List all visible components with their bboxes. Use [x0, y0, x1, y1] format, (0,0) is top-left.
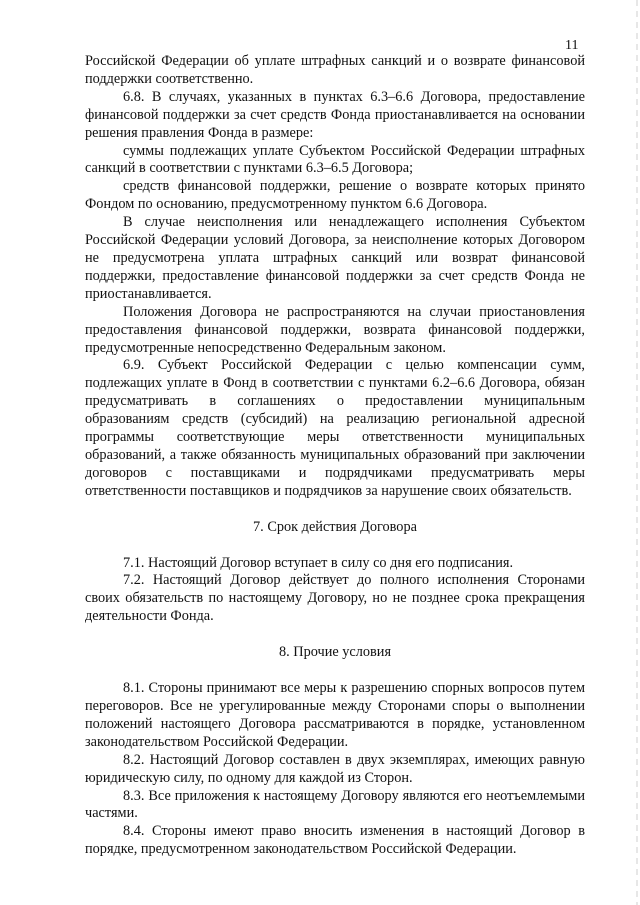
scan-edge: [636, 0, 638, 905]
paragraph-provisions: Положения Договора не распространяются на случаи приостановления предоставления финансовой поддержки, возврата финансовой поддержки, предусмотренные непосредственно Федеральным законом.: [85, 303, 585, 356]
paragraph-continuation: Российской Федерации об уплате штрафных санкций и о возврате финансовой поддержки соответственно.: [85, 53, 585, 87]
paragraph-6-8-item-2: средств финансовой поддержки, решение о возврате которых принято Фондом по основанию, предусмотренному пунктом 6.6 Договора.: [85, 178, 585, 213]
paragraph-6-8-item-1: суммы подлежащих уплате Субъектом Российской Федерации штрафных санкций в соответствии с пунктами 6.3–6.5 Договора;: [85, 142, 585, 177]
paragraph-8-3: 8.3. Все приложения к настоящему Договору являются его неотъемлемыми частями.: [85, 787, 585, 822]
page-number: 11: [565, 38, 579, 53]
section-8-heading: 8. Прочие условия: [278, 644, 392, 661]
paragraph-8-2: 8.2. Настоящий Договор составлен в двух экземплярах, имеющих равную юридическую силу, по одному для каждой из Сторон.: [85, 751, 585, 786]
paragraph-6-8: 6.8. В случаях, указанных в пунктах 6.3–6.6 Договора, предоставление финансовой поддержки за счет средств Фонда приостанавливается на основании решения правления Фонда в размере:: [85, 88, 585, 141]
paragraph-8-4: 8.4. Стороны имеют право вносить изменения в настоящий Договор в порядке, предусмотренном законодательством Российской Федерации.: [85, 823, 585, 858]
paragraph-7-2: 7.2. Настоящий Договор действует до полного исполнения Сторонами своих обязательств по настоящему Договору, но не позднее срока прекращения деятельности Фонда.: [85, 572, 585, 625]
document-body: [85, 53, 585, 859]
paragraph-8-1: 8.1. Стороны принимают все меры к разрешению спорных вопросов путем переговоров. Все не урегулированные между Сторонами споры о выполнении положений настоящего Договора рассматриваются в порядке, установленном законодательством Российской Федерации.: [85, 680, 585, 750]
paragraph-non-performance: В случае неисполнения или ненадлежащего исполнения Субъектом Российской Федерации условий Договора, за неисполнение которых Договором не предусмотрена уплата штрафных санкций или возврат финансовой поддержки, предоставление финансовой поддержки за счет средств Фонда не приостанавливается.: [85, 214, 585, 302]
paragraph-6-9: 6.9. Субъект Российской Федерации с целью компенсации сумм, подлежащих уплате в Фонд в соответствии с пунктами 6.2–6.6 Договора, обязан предусматривать в соглашениях о предоставлении муниципальным образованиям средств (субсидий) на реализацию региональной адресной программы соответствующие меры ответственности муниципальных образований, а также обязанность муниципальных образований при заключении договоров с поставщиками и подрядчиками предусматривать меры ответственности поставщиков и подрядчиков за нарушение своих обязательств.: [85, 357, 585, 499]
paragraph-7-1: 7.1. Настоящий Договор вступает в силу со дня его подписания.: [123, 554, 514, 571]
section-7-heading: 7. Срок действия Договора: [253, 518, 417, 535]
